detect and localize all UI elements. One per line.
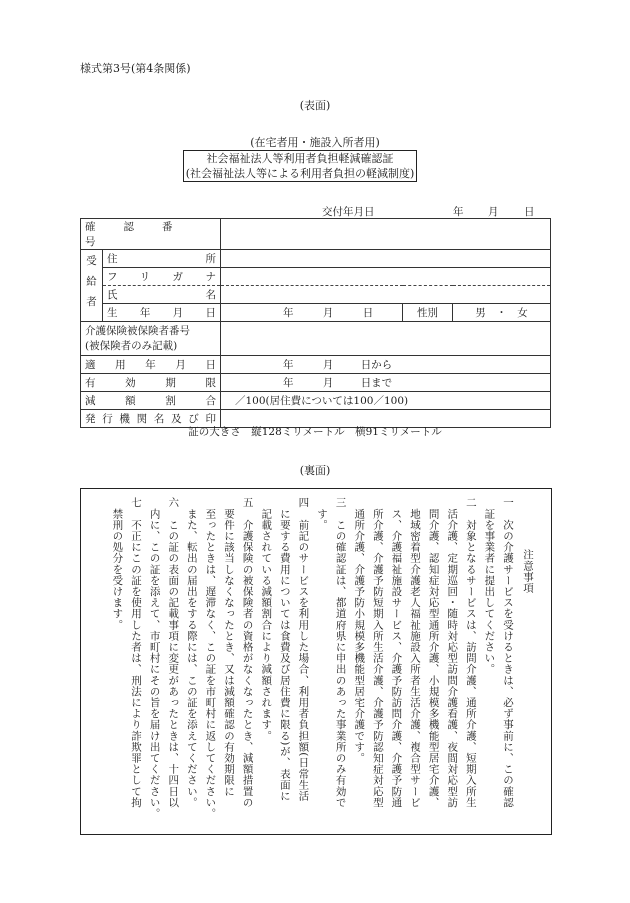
note-line: 内に、この証を添えて、市町村にその旨を届け出てください。 [148,497,161,819]
birth-month-unit: 月 [322,307,334,319]
valid-until-field[interactable] [221,374,551,392]
apply-date-label: 適用年月日 [81,356,221,374]
note-line: に要する費用については食費及び居住費に限る)が、表面に [278,497,291,802]
confirm-number-field[interactable] [221,219,551,250]
row-name [81,286,551,304]
note-line: 地域密着型介護老人福祉施設入所者生活介護、複合型サービ [409,497,421,808]
insured-number-label: 介護保険被保険者番号 [85,324,190,337]
furigana-field[interactable] [221,268,551,286]
valid-year-unit: 年 [283,377,294,389]
note-line: 至ったときは、遅滞なく、この証を市町村に返してください。 [204,497,217,819]
address-field[interactable] [221,250,551,268]
note-line: 活介護、定期巡回・随時対応型訪問介護看護、夜間対応型訪 [446,497,459,808]
address-label: 住所 [103,250,221,268]
apply-day-unit: 日から [360,359,393,371]
note-line: 四 前記のサービスを利用した場合、利用者負担額(日常生活 [297,497,310,802]
recipient-label: 受給者 [81,250,103,322]
row-valid-until [81,374,551,392]
issue-month-unit: 月 [488,206,499,218]
name-field[interactable] [221,286,551,304]
back-side-label: (裏面) [299,464,331,477]
sex-value[interactable]: 男 ・ 女 [453,304,551,322]
note-line: また、転出の届出をする際には、この証を添えてください。 [185,497,198,808]
row-apply-date [81,356,551,374]
form-number: 様式第3号(第4条関係) [80,62,191,75]
confirm-number-label: 確認番号 [85,221,201,248]
issue-date-label: 交付年月日 [322,206,375,218]
birthdate-label: 生年月日 [103,304,221,322]
note-line: 所介護、介護予防短期入所生活介護、介護予防認知症対応型 [371,497,384,808]
note-line: 五 介護保険の被保険者の資格がなくなったとき、減額措置の [241,497,254,808]
note-line: 一 次の介護サービスを受けるときは、必ず事前に、この確認 [502,497,514,808]
notes-heading: 注意事項 [522,549,534,594]
front-side-label: (表面) [299,99,331,112]
birth-year-unit: 年 [283,307,294,319]
birthdate-field[interactable] [221,304,403,322]
note-line: 記載されている減額割合により減額されます。 [260,497,273,742]
certificate-title-box [183,150,417,182]
row-birthdate [81,304,551,322]
note-line: ス、介護福祉施設サービス、介護予防訪問介護、介護予防通 [390,497,403,808]
note-line: 禁刑の処分を受けます。 [111,497,124,631]
note-line: 証を事業者に提出してください。 [483,497,496,675]
note-line: 通所介護、介護予防小規模多機能型居宅介護です。 [353,497,366,764]
certificate-subtitle: (社会福祉法人等による利用者負担の軽減制度) [185,167,415,180]
note-line: 問介護、認知症対応型通所介護、小規模多機能型居宅介護、 [427,497,440,808]
issue-day-unit: 日 [524,206,535,218]
issue-year-unit: 年 [453,206,464,218]
size-note: 証の大きさ 縦128ミリメートル 横91ミリメートル [188,426,442,438]
row-insured-number [81,322,551,356]
note-line: 要件に該当しなくなったとき、又は減額確認の有効期限に [223,497,235,797]
valid-until-label: 有効期限 [81,374,221,392]
note-line: す。 [316,497,328,531]
category-label: (在宅者用・施設入所者用) [250,136,380,149]
issuer-label: 発行機関名及び印 [81,410,221,428]
note-line: 三 この確認証は、都道府県に申出のあった事業所のみ有効で [334,497,347,808]
valid-month-unit: 月 [322,377,334,389]
row-reduction-rate [81,392,551,410]
reduction-rate-field[interactable] [221,392,551,410]
insured-number-field[interactable] [221,322,551,356]
valid-day-unit: 日まで [360,377,393,389]
apply-date-field[interactable] [221,356,551,374]
note-line: 七 不正にこの証を使用した者は、刑法により詐欺罪として拘 [130,497,142,808]
apply-month-unit: 月 [322,359,334,371]
front-form-table [80,218,551,428]
row-furigana [81,268,551,286]
reduction-rate-value: ／100(居住費については100／100) [235,395,409,407]
certificate-title: 社会福祉法人等利用者負担軽減確認証 [206,152,394,165]
notes-box [80,488,552,835]
sex-label: 性別 [403,304,453,322]
reduction-rate-label: 減額割合 [81,392,221,410]
note-line: 六 この証の表面の記載事項に変更があったときは、十四日以 [167,497,180,808]
name-label: 氏名 [103,286,221,304]
row-confirm-number [81,219,551,250]
furigana-label: フリガナ [103,268,221,286]
note-line: 二 対象となるサービスは、訪問介護、通所介護、短期入所生 [464,497,477,808]
birth-day-unit: 日 [362,307,374,319]
apply-year-unit: 年 [283,359,294,371]
insured-number-note: (被保険者のみ記載) [85,339,178,352]
row-address [81,250,551,268]
